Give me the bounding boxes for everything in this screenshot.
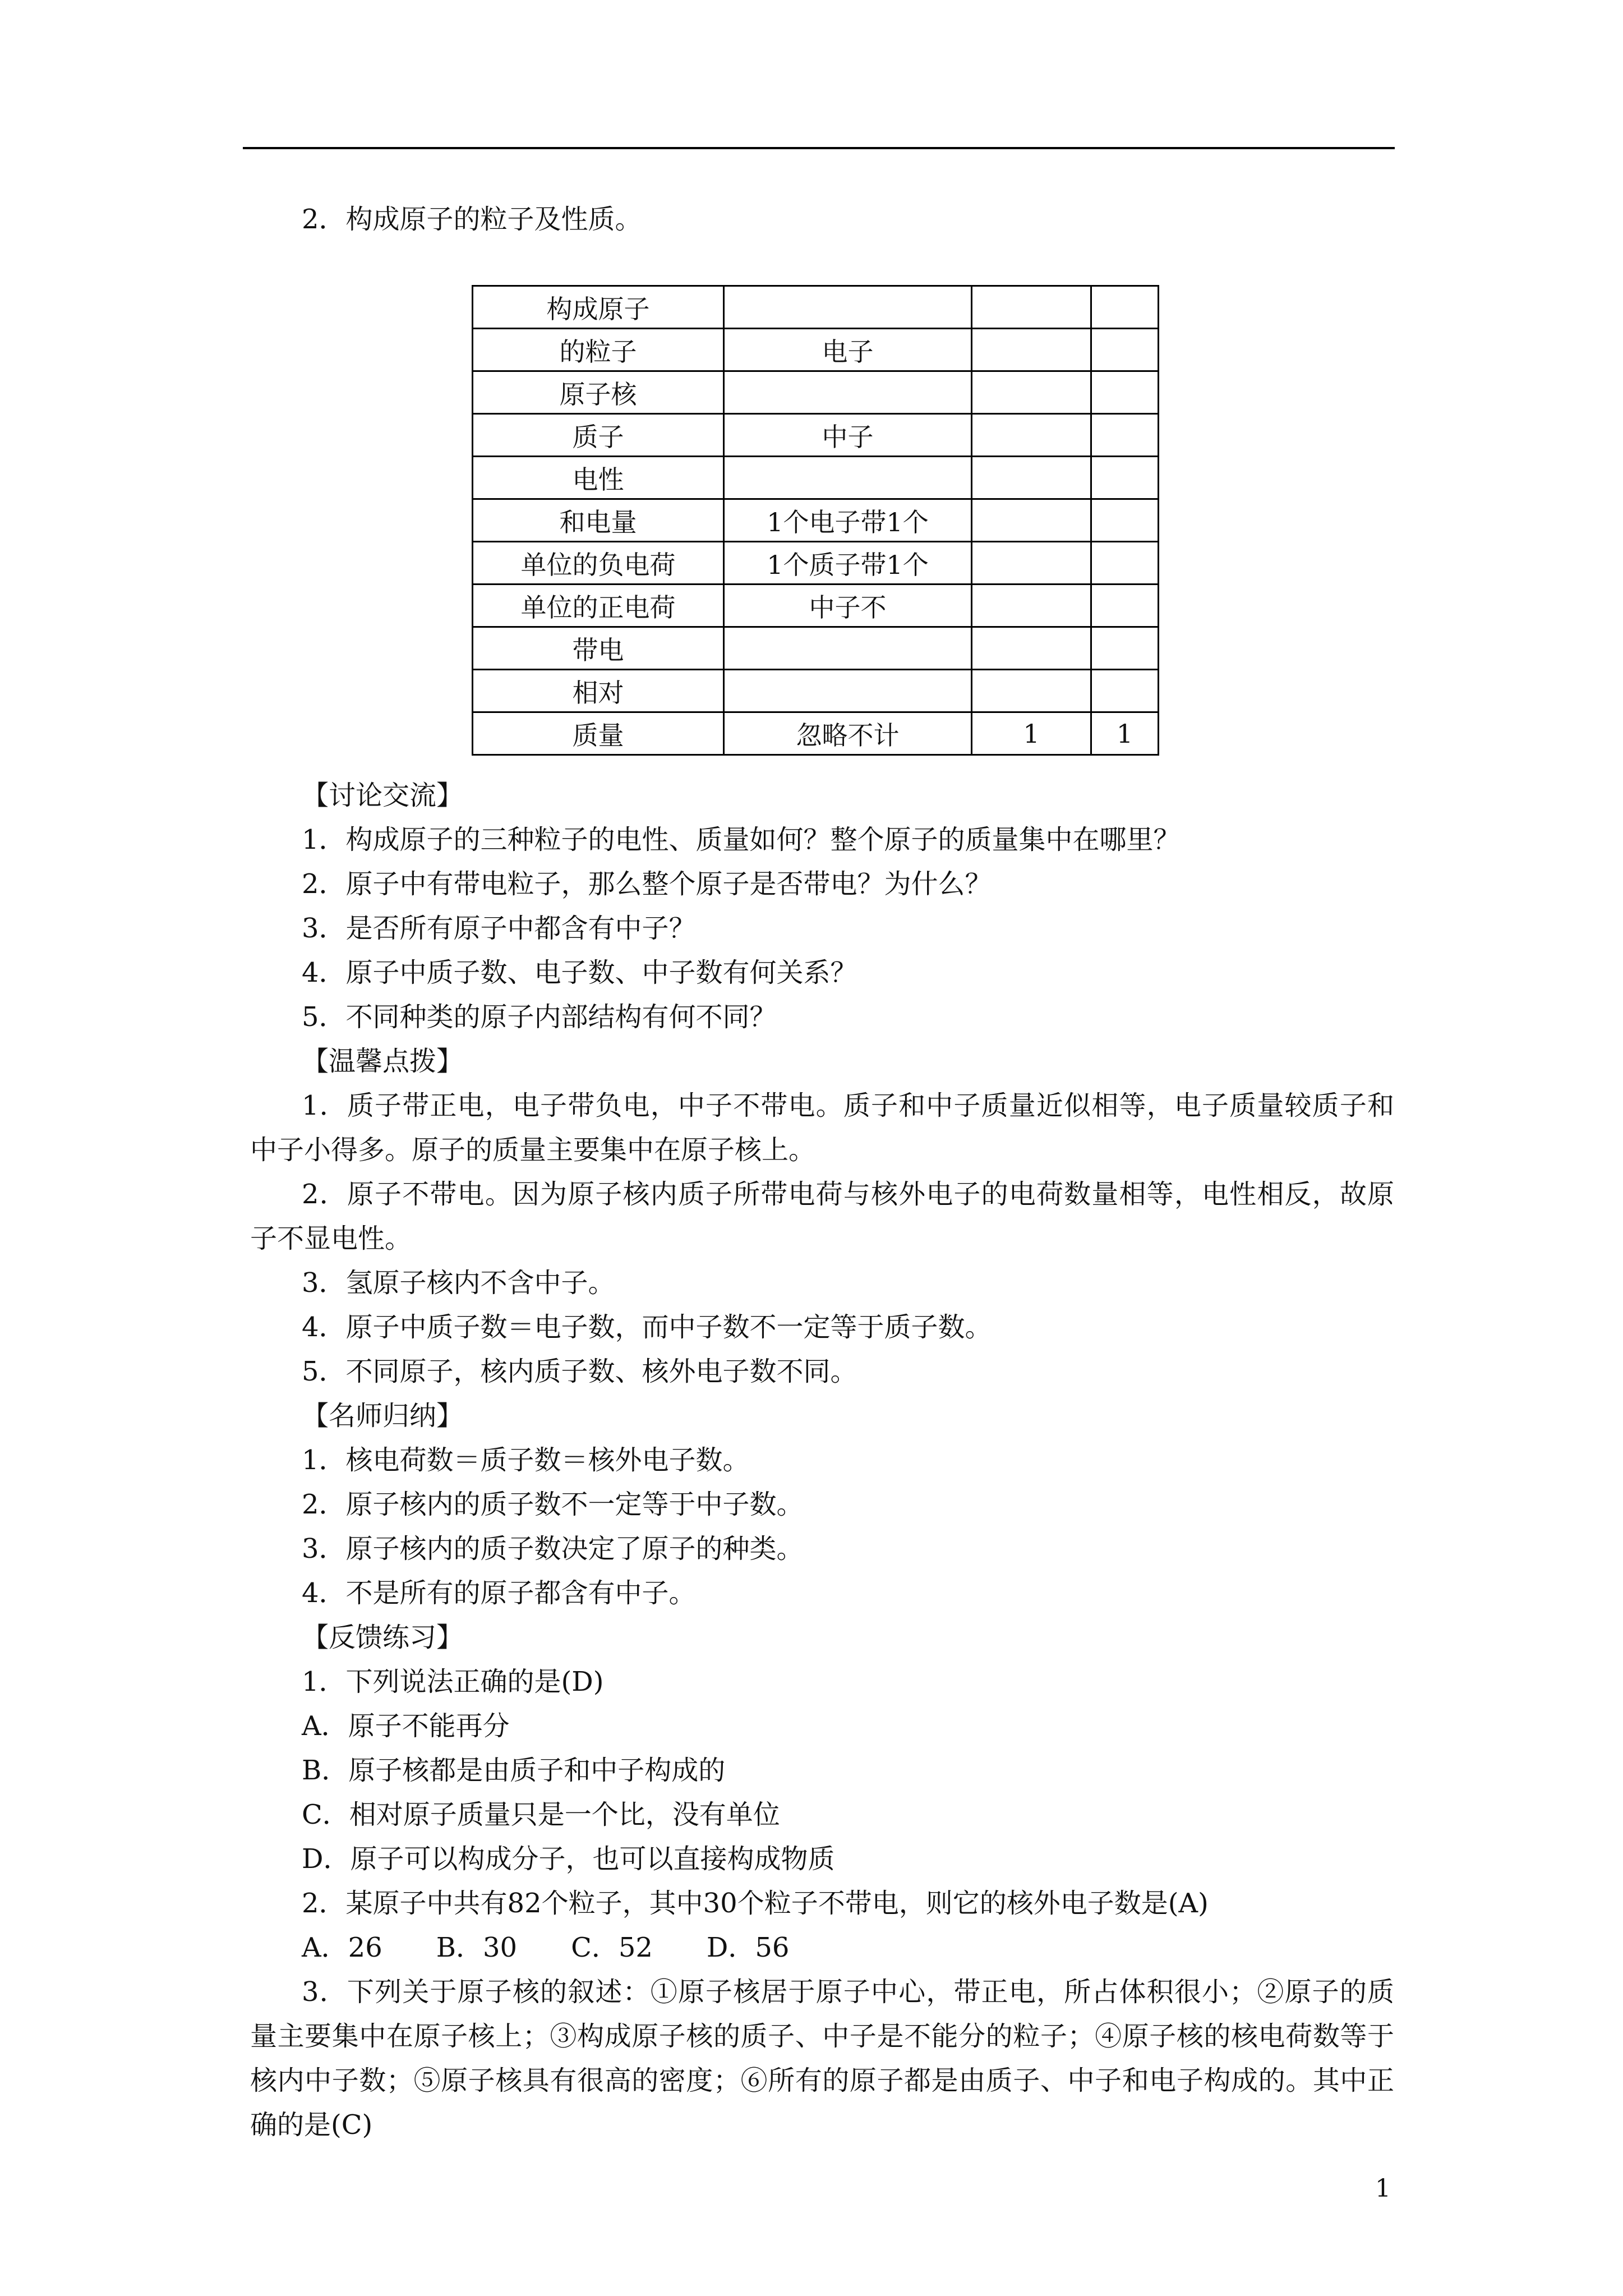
question-2-options: A．26 B．30 C．52 D．56 (302, 1932, 790, 1963)
table-cell (972, 627, 1091, 670)
table-cell: 质量 (473, 712, 724, 755)
header-rule (243, 147, 1395, 149)
discussion-item: 4．原子中质子数、电子数、中子数有何关系？ (302, 957, 857, 988)
table-cell: 单位的正电荷 (473, 585, 724, 627)
tips-paragraph: 1．质子带正电，电子带负电，中子不带电。质子和中子质量近似相等，电子质量较质子和中子小得多。原子的质量主要集中在原子核上。 (250, 1090, 1394, 1166)
table-row (473, 585, 1159, 627)
table-row (473, 286, 1159, 329)
table-cell: 1个电子带1个 (724, 499, 972, 542)
table-row (473, 670, 1159, 712)
table-cell (1091, 627, 1159, 670)
page-number: 1 (1375, 2174, 1391, 2203)
table-cell (1091, 670, 1159, 712)
table-row (473, 371, 1159, 414)
table-cell (1091, 329, 1159, 371)
table-cell: 1 (972, 712, 1091, 755)
practice-heading: 【反馈练习】 (302, 1622, 464, 1653)
tips-paragraph: 4．原子中质子数＝电子数，而中子数不一定等于质子数。 (302, 1312, 992, 1343)
table-cell (724, 286, 972, 329)
tips-paragraph: 2．原子不带电。因为原子核内质子所带电荷与核外电子的电荷数量相等，电性相反，故原子不显电性。 (250, 1179, 1394, 1254)
question-1-option-d: D．原子可以构成分子，也可以直接构成物质 (302, 1843, 835, 1875)
table-cell: 相对 (473, 670, 724, 712)
table-cell (1091, 499, 1159, 542)
table-cell (724, 371, 972, 414)
table-cell (724, 627, 972, 670)
question-1: 1．下列说法正确的是(D) (302, 1666, 604, 1697)
table-cell: 电性 (473, 457, 724, 499)
table-row (473, 499, 1159, 542)
particle-table (472, 285, 1159, 756)
table-cell (972, 542, 1091, 585)
table-cell: 电子 (724, 329, 972, 371)
table-cell (1091, 585, 1159, 627)
table-cell (972, 286, 1091, 329)
table-row (473, 457, 1159, 499)
table-cell (972, 585, 1091, 627)
summary-heading: 【名师归纳】 (302, 1400, 464, 1432)
table-cell: 的粒子 (473, 329, 724, 371)
table-cell (972, 670, 1091, 712)
table-cell: 带电 (473, 627, 724, 670)
question-2: 2．某原子中共有82个粒子，其中30个粒子不带电，则它的核外电子数是(A) (302, 1888, 1209, 1919)
summary-item: 3．原子核内的质子数决定了原子的种类。 (302, 1533, 804, 1565)
question-1-option-b: B．原子核都是由质子和中子构成的 (302, 1755, 726, 1786)
table-cell (972, 414, 1091, 457)
table-cell: 1 (1091, 712, 1159, 755)
question-1-option-c: C．相对原子质量只是一个比，没有单位 (302, 1799, 780, 1830)
table-cell: 单位的负电荷 (473, 542, 724, 585)
table-cell (972, 371, 1091, 414)
tips-heading: 【温馨点拨】 (302, 1046, 464, 1077)
table-cell: 原子核 (473, 371, 724, 414)
table-row (473, 627, 1159, 670)
discussion-heading: 【讨论交流】 (302, 780, 464, 811)
table-cell: 1个质子带1个 (724, 542, 972, 585)
summary-item: 1．核电荷数＝质子数＝核外电子数。 (302, 1444, 750, 1476)
table-cell: 中子不 (724, 585, 972, 627)
table-cell: 和电量 (473, 499, 724, 542)
table-cell: 构成原子 (473, 286, 724, 329)
table-row (473, 414, 1159, 457)
table-cell (1091, 286, 1159, 329)
table-row (473, 542, 1159, 585)
table-cell (1091, 414, 1159, 457)
table-cell: 忽略不计 (724, 712, 972, 755)
table-cell (724, 670, 972, 712)
table-cell: 质子 (473, 414, 724, 457)
table-cell (972, 457, 1091, 499)
question-3: 3．下列关于原子核的叙述：①原子核居于原子中心，带正电，所占体积很小；②原子的质量主要集中在原子核上；③构成原子核的质子、中子是不能分的粒子；④原子核的核电荷数等于核内中子数；⑤原子核具有很高的密度；⑥所有的原子都是由质子、中子和电子构成的。其中正确的是(C) (250, 1976, 1394, 2141)
table-cell (1091, 371, 1159, 414)
tips-paragraph: 5．不同原子，核内质子数、核外电子数不同。 (302, 1356, 857, 1387)
question-1-option-a: A．原子不能再分 (302, 1710, 510, 1742)
table-cell (1091, 542, 1159, 585)
section-title: 2．构成原子的粒子及性质。 (302, 204, 642, 235)
summary-item: 4．不是所有的原子都含有中子。 (302, 1577, 696, 1609)
table-row (473, 329, 1159, 371)
table-row (473, 712, 1159, 755)
table-cell (724, 457, 972, 499)
summary-item: 2．原子核内的质子数不一定等于中子数。 (302, 1489, 804, 1520)
discussion-item: 2．原子中有带电粒子，那么整个原子是否带电？为什么？ (302, 868, 992, 900)
discussion-item: 1．构成原子的三种粒子的电性、质量如何？整个原子的质量集中在哪里？ (302, 824, 1181, 855)
discussion-item: 3．是否所有原子中都含有中子？ (302, 913, 696, 944)
table-cell (972, 499, 1091, 542)
tips-paragraph: 3．氢原子核内不含中子。 (302, 1267, 615, 1299)
table-cell (972, 329, 1091, 371)
table-cell (1091, 457, 1159, 499)
discussion-item: 5．不同种类的原子内部结构有何不同？ (302, 1001, 777, 1033)
table-cell: 中子 (724, 414, 972, 457)
